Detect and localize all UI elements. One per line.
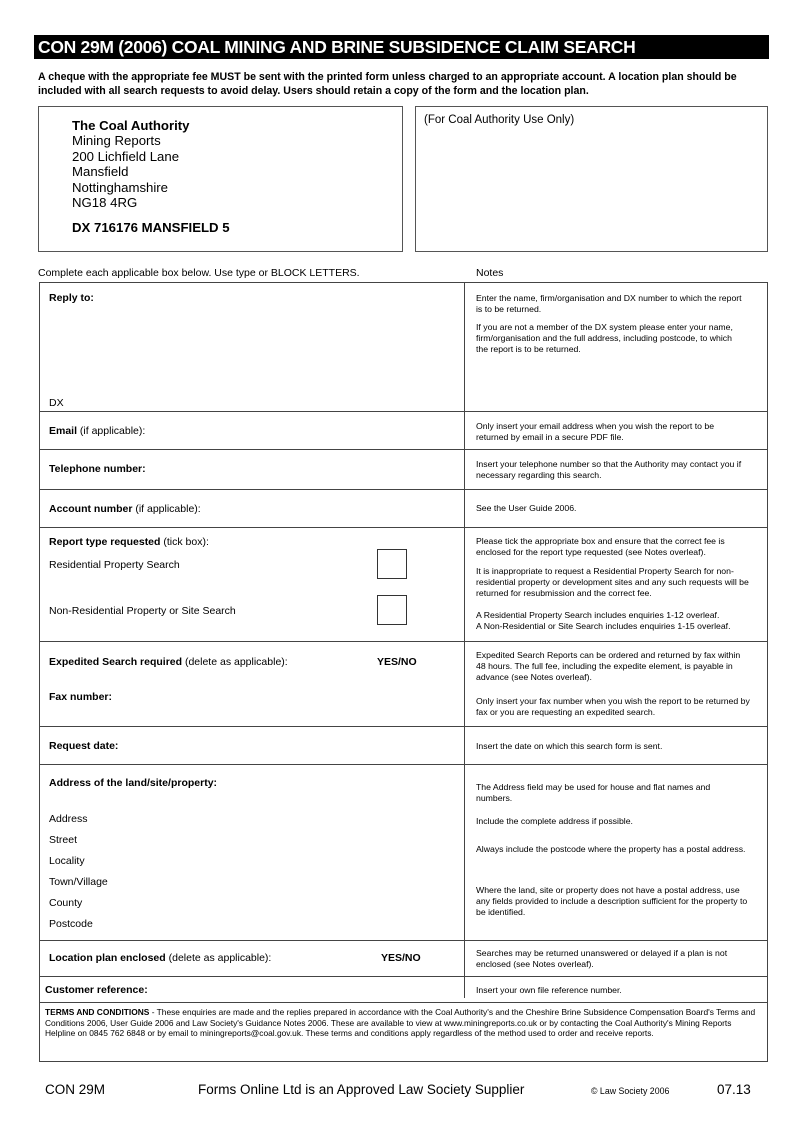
locality-input[interactable] xyxy=(130,852,458,870)
row-divider xyxy=(39,527,768,528)
postcode-field-label: Postcode xyxy=(49,918,93,930)
row-divider xyxy=(39,726,768,727)
footer-code: CON 29M xyxy=(45,1082,106,1097)
form-title: CON 29M (2006) COAL MINING AND BRINE SUBSIDENCE CLAIM SEARCH xyxy=(34,35,769,59)
reply-to-note: If you are not a member of the DX system please enter your name, firm/organisation and the full address, including postcode, to which the report is to be returned. xyxy=(476,322,733,354)
terms-text: - These enquiries are made and the replies prepared in accordance with the Coal Authority's and the Cheshire Brine Subsidence Compensation Board's Terms and Conditions 2006, User Guide 2006 and Law Society's Guidance Notes 2006. These are available to view at www.miningreports.co.uk or by contacting the Coal Authority's Mining Reports Helpline on 0845 762 6848 or by email to miningreports@coal.gov.uk. These terms and conditions apply regardless of the method used to order and receive reports. xyxy=(45,1007,756,1038)
county-field-label: County xyxy=(49,897,83,909)
residential-checkbox[interactable] xyxy=(377,549,407,579)
intro-text: A cheque with the appropriate fee MUST be sent with the printed form unless charged to an appropriate account. A location plan should be included with all search requests to avoid delay. Users should retain a copy of the form and the location plan. xyxy=(38,71,737,97)
telephone-note: Insert your telephone number so that the Authority may contact you if necessary regarding this search. xyxy=(476,459,742,480)
footer-version: 07.13 xyxy=(717,1082,751,1097)
email-note: Only insert your email address when you wish the report to be returned by email in a secure PDF file. xyxy=(476,421,715,442)
terms-heading: TERMS AND CONDITIONS xyxy=(45,1007,150,1017)
fax-note: Only insert your fax number when you wish the report to be returned by fax or you are requesting an expedited search. xyxy=(476,696,750,717)
customer-ref-label: Customer reference: xyxy=(45,984,148,996)
street-field-label: Street xyxy=(49,834,78,846)
row-divider xyxy=(39,976,768,977)
non-residential-checkbox[interactable] xyxy=(377,595,407,625)
expedited-note: Expedited Search Reports can be ordered and returned by fax within 48 hours. The full fee, including the expedite element, is payable in advance (see Notes overleaf). xyxy=(476,650,741,682)
county-input[interactable] xyxy=(130,894,458,912)
reply-to-field[interactable] xyxy=(44,308,459,394)
fax-field[interactable] xyxy=(130,684,458,714)
address-line: Nottinghamshire xyxy=(72,180,169,195)
office-use-label: (For Coal Authority Use Only) xyxy=(424,114,575,126)
town-field-label: Town/Village xyxy=(49,876,108,888)
address-field-label: Address xyxy=(49,813,88,825)
residential-option-label: Residential Property Search xyxy=(49,559,180,571)
telephone-field[interactable] xyxy=(200,452,458,486)
expedited-label: Expedited Search required (delete as applicable): xyxy=(49,656,288,668)
address-line: Mansfield xyxy=(72,164,129,179)
office-use-box xyxy=(415,106,768,252)
customer-ref-field[interactable] xyxy=(160,979,458,999)
expedited-yes-no[interactable]: YES/NO xyxy=(377,656,417,668)
footer-copyright: © Law Society 2006 xyxy=(591,1086,670,1096)
customer-ref-note: Insert your own file reference number. xyxy=(476,985,622,995)
org-name: The Coal Authority xyxy=(72,118,190,133)
address-note: The Address field may be used for house and flat names and numbers. xyxy=(476,782,711,803)
dx-label: DX xyxy=(49,397,64,409)
email-field[interactable] xyxy=(200,414,458,446)
address-box xyxy=(38,106,403,252)
address-input[interactable] xyxy=(130,810,458,828)
request-date-note: Insert the date on which this search form is sent. xyxy=(476,741,663,751)
non-residential-option-label: Non-Residential Property or Site Search xyxy=(49,605,236,617)
request-date-field[interactable] xyxy=(160,729,458,761)
row-divider xyxy=(39,1002,768,1003)
account-field[interactable] xyxy=(210,492,458,524)
account-note: See the User Guide 2006. xyxy=(476,503,577,513)
locality-field-label: Locality xyxy=(49,855,85,867)
email-label: Email (if applicable): xyxy=(49,425,146,437)
address-note: Where the land, site or property does not have a postal address, use any fields provided to include a description sufficient for the property to be identified. xyxy=(476,885,748,917)
notes-heading: Notes xyxy=(476,267,504,279)
dx-number: DX 716176 MANSFIELD 5 xyxy=(72,220,230,235)
footer-supplier: Forms Online Ltd is an Approved Law Society Supplier xyxy=(198,1082,525,1097)
location-plan-yes-no[interactable]: YES/NO xyxy=(381,952,421,964)
reply-to-label: Reply to: xyxy=(49,292,94,304)
report-type-label: Report type requested (tick box): xyxy=(49,536,209,548)
reply-to-note: Enter the name, firm/organisation and DX number to which the report is to be returned. xyxy=(476,293,742,314)
fax-label: Fax number: xyxy=(49,691,113,703)
address-land-label: Address of the land/site/property: xyxy=(49,777,218,789)
row-divider xyxy=(39,764,768,765)
report-type-note: A Non-Residential or Site Search includes enquiries 1-15 overleaf. xyxy=(476,621,731,631)
location-plan-label: Location plan enclosed (delete as applicable): xyxy=(49,952,272,964)
street-input[interactable] xyxy=(130,831,458,849)
row-divider xyxy=(39,641,768,642)
report-type-note: Please tick the appropriate box and ensure that the correct fee is enclosed for the report type requested (see Notes overleaf). xyxy=(476,536,725,557)
report-type-note: It is inappropriate to request a Residential Property Search for non-residential property or development sites and any such requests will be returned for resubmission and the correct fee. xyxy=(476,566,749,598)
instructions: Complete each applicable box below. Use type or BLOCK LETTERS. xyxy=(38,267,360,279)
address-line: 200 Lichfield Lane xyxy=(72,149,180,164)
address-line: Mining Reports xyxy=(72,133,161,148)
account-label: Account number (if applicable): xyxy=(49,503,201,515)
report-type-note: A Residential Property Search includes enquiries 1-12 overleaf. xyxy=(476,610,720,620)
address-note: Always include the postcode where the property has a postal address. xyxy=(476,844,746,854)
row-divider xyxy=(39,940,768,941)
row-divider xyxy=(39,489,768,490)
location-plan-note: Searches may be returned unanswered or delayed if a plan is not enclosed (see Notes overleaf). xyxy=(476,948,728,969)
telephone-label: Telephone number: xyxy=(49,463,146,475)
terms-and-conditions xyxy=(45,1007,763,1039)
column-divider xyxy=(464,282,465,998)
address-note: Include the complete address if possible. xyxy=(476,816,633,826)
row-divider xyxy=(39,411,768,412)
request-date-label: Request date: xyxy=(49,740,119,752)
postcode-input[interactable] xyxy=(130,915,458,933)
town-input[interactable] xyxy=(130,873,458,891)
address-line: NG18 4RG xyxy=(72,195,138,210)
row-divider xyxy=(39,449,768,450)
